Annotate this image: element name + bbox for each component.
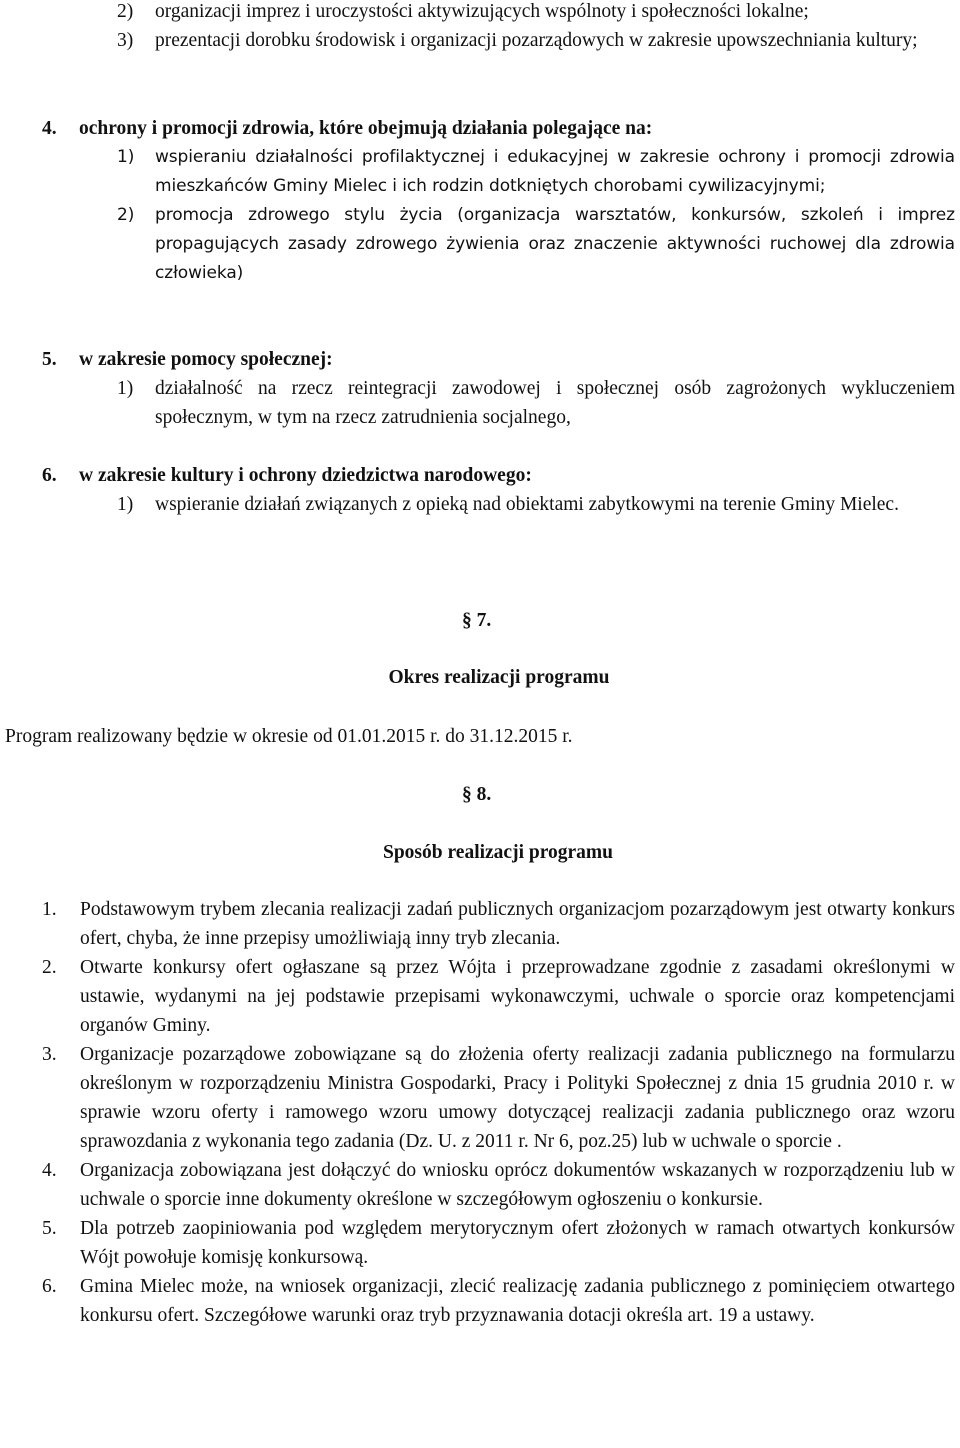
item-number: 6. [42,1276,57,1297]
list-item [42,953,955,1040]
section-number: 6. [42,465,57,486]
section-6 [42,461,955,519]
item-number: 1) [117,378,134,399]
list-item [117,143,955,201]
section-5 [42,345,955,432]
section-items [117,143,955,288]
list-item [42,1214,955,1272]
list-item [42,1040,955,1156]
item-text: Podstawowym trybem zlecania realizacji zadań publicznych organizacjom pozarządowym jest otwarty konkurs ofert, chyba, że inne przepisy umożliwiają inny tryb zlecania. [80,899,955,949]
paragraph-8-list [42,895,955,1330]
list-item [117,201,955,288]
section-number: 5. [42,349,57,370]
list-item [42,1272,955,1330]
section-4 [42,114,955,288]
list-item [117,374,955,432]
list-item [117,26,955,55]
item-text: działalność na rzecz reintegracji zawodowej i społecznej osób zagrożonych wykluczeniem społecznym, w tym na rzecz zatrudnienia socjalnego, [155,378,955,428]
item-text: prezentacji dorobku środowisk i organizacji pozarządowych w zakresie upowszechniania kultury; [155,30,918,51]
section-items [117,374,955,432]
section-heading [42,461,955,490]
section-heading [42,345,955,374]
section-number: 4. [42,118,57,139]
item-text: Dla potrzeb zaopiniowania pod względem merytorycznym ofert złożonych w ramach otwartych konkursów Wójt powołuje komisję konkursową. [80,1218,955,1268]
section-title: w zakresie pomocy społecznej: [79,349,333,370]
item-number: 3. [42,1044,57,1065]
item-text: promocja zdrowego stylu życia (organizacja warsztatów, konkursów, szkoleń i imprez propagujących zasady zdrowego żywienia oraz znaczenie aktywności ruchowej dla zdrowia człowieka) [155,205,955,283]
list-item [42,895,955,953]
list-item [117,0,955,26]
item-number: 5. [42,1218,57,1239]
paragraph-8-mark: § 8. [462,784,492,805]
paragraph-7-title: Okres realizacji programu [388,667,610,688]
item-number: 2) [117,205,135,225]
item-text: Gmina Mielec może, na wniosek organizacji, zlecić realizację zadania publicznego z pominięciem otwartego konkursu ofert. Szczegółowe warunki oraz tryb przyznawania dotacji określa art. 19 a ustawy. [80,1276,955,1326]
item-text: Otwarte konkursy ofert ogłaszane są przez Wójta i przeprowadzane zgodnie z zasadami określonymi w ustawie, wydanymi na jej podstawie przepisami wykonawczymi, uchwale o sporcie oraz kompetencjami organów Gminy. [80,957,955,1036]
section-title: w zakresie kultury i ochrony dziedzictwa narodowego: [79,465,532,486]
paragraph-7-mark: § 7. [462,610,492,631]
item-text: organizacji imprez i uroczystości aktywizujących wspólnoty i społeczności lokalne; [155,1,809,22]
item-text: Organizacja zobowiązana jest dołączyć do wniosku oprócz dokumentów wskazanych w rozporządzeniu lub w uchwale o sporcie inne dokumenty określone w szczegółowym ogłoszeniu o konkursie. [80,1160,955,1210]
top-list [117,0,955,55]
item-text: wspieraniu działalności profilaktycznej i edukacyjnej w zakresie ochrony i promocji zdrowia mieszkańców Gminy Mielec i ich rodzin dotkniętych chorobami cywilizacyjnymi; [155,147,955,196]
item-number: 1) [117,147,135,167]
item-number: 3) [117,30,134,51]
item-number: 1) [117,494,134,515]
item-number: 2. [42,957,57,978]
item-number: 1. [42,899,57,920]
item-number: 2) [117,1,134,22]
section-items [117,490,955,519]
item-text: wspieranie działań związanych z opieką nad obiektami zabytkowymi na terenie Gminy Mielec. [155,494,899,515]
list-item [117,490,955,519]
item-text: Organizacje pozarządowe zobowiązane są do złożenia oferty realizacji zadania publicznego na formularzu określonym w rozporządzeniu Ministra Gospodarki, Pracy i Polityki Społecznej z dnia 15 grudnia 2010 r. w sprawie wzoru oferty i ramowego wzoru umowy dotyczącej realizacji zadania publicznego oraz wzoru sprawozdania z wykonania tego zadania (Dz. U. z 2011 r. Nr 6, poz.25) lub w uchwale o sporcie . [80,1044,955,1152]
section-heading [42,114,955,143]
paragraph-7-text: Program realizowany będzie w okresie od 01.01.2015 r. do 31.12.2015 r. [5,726,573,747]
paragraph-8-title: Sposób realizacji programu [382,842,614,863]
section-title: ochrony i promocji zdrowia, które obejmują działania polegające na: [79,118,653,139]
item-number: 4. [42,1160,57,1181]
list-item [42,1156,955,1214]
